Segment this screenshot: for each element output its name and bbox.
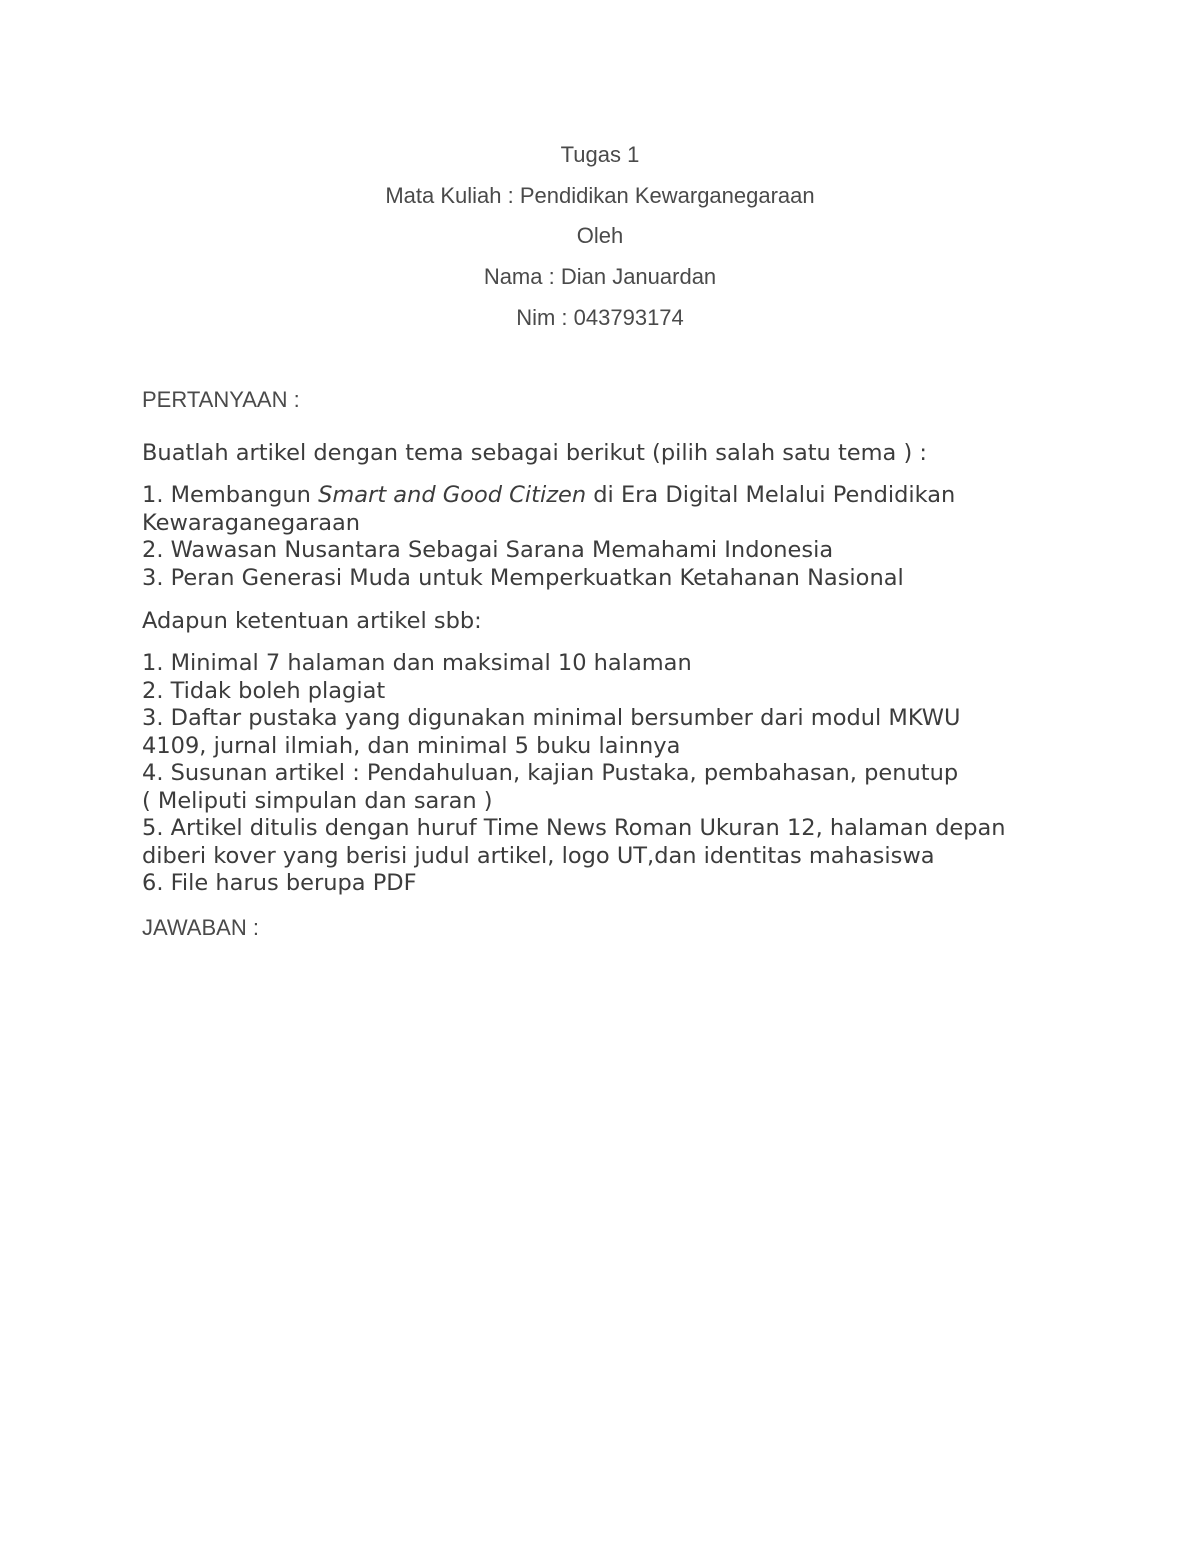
theme-1-suffix: di Era Digital Melalui Pendidikan	[586, 482, 956, 508]
provision-item-5-continued: diberi kover yang berisi judul artikel, logo UT,dan identitas mahasiswa	[142, 843, 935, 869]
instruction-text: Buatlah artikel dengan tema sebagai berikut (pilih salah satu tema ) :	[142, 440, 928, 466]
provisions-heading: Adapun ketentuan artikel sbb:	[142, 608, 482, 634]
theme-item-1-continued: Kewaraganegaraan	[142, 510, 361, 536]
theme-item-1	[142, 482, 955, 510]
student-name: Nama : Dian Januardan	[483, 264, 717, 289]
theme-item-3: 3. Peran Generasi Muda untuk Memperkuatkan Ketahanan Nasional	[142, 565, 904, 591]
answer-label: JAWABAN :	[142, 915, 259, 940]
theme-1-prefix: 1. Membangun	[142, 482, 319, 508]
provision-item-4-continued: ( Meliputi simpulan dan saran )	[142, 788, 493, 814]
student-nim: Nim : 043793174	[516, 305, 684, 330]
provision-item-2: 2. Tidak boleh plagiat	[142, 678, 386, 704]
author-by-label: Oleh	[576, 223, 624, 248]
theme-1-italic: Smart and Good Citizen	[318, 482, 587, 508]
provision-item-4: 4. Susunan artikel : Pendahuluan, kajian Pustaka, pembahasan, penutup	[142, 760, 959, 786]
provision-item-5: 5. Artikel ditulis dengan huruf Time News Roman Ukuran 12, halaman depan	[142, 815, 1006, 841]
provision-item-3: 3. Daftar pustaka yang digunakan minimal bersumber dari modul MKWU	[142, 705, 961, 731]
course-name: Mata Kuliah : Pendidikan Kewarganegaraan	[385, 183, 815, 208]
question-label: PERTANYAAN :	[142, 387, 300, 412]
assignment-title: Tugas 1	[560, 142, 640, 167]
theme-item-2: 2. Wawasan Nusantara Sebagai Sarana Memahami Indonesia	[142, 537, 834, 563]
provision-item-1: 1. Minimal 7 halaman dan maksimal 10 halaman	[142, 650, 692, 676]
provision-item-3-continued: 4109, jurnal ilmiah, dan minimal 5 buku lainnya	[142, 733, 681, 759]
provision-item-6: 6. File harus berupa PDF	[142, 870, 417, 896]
